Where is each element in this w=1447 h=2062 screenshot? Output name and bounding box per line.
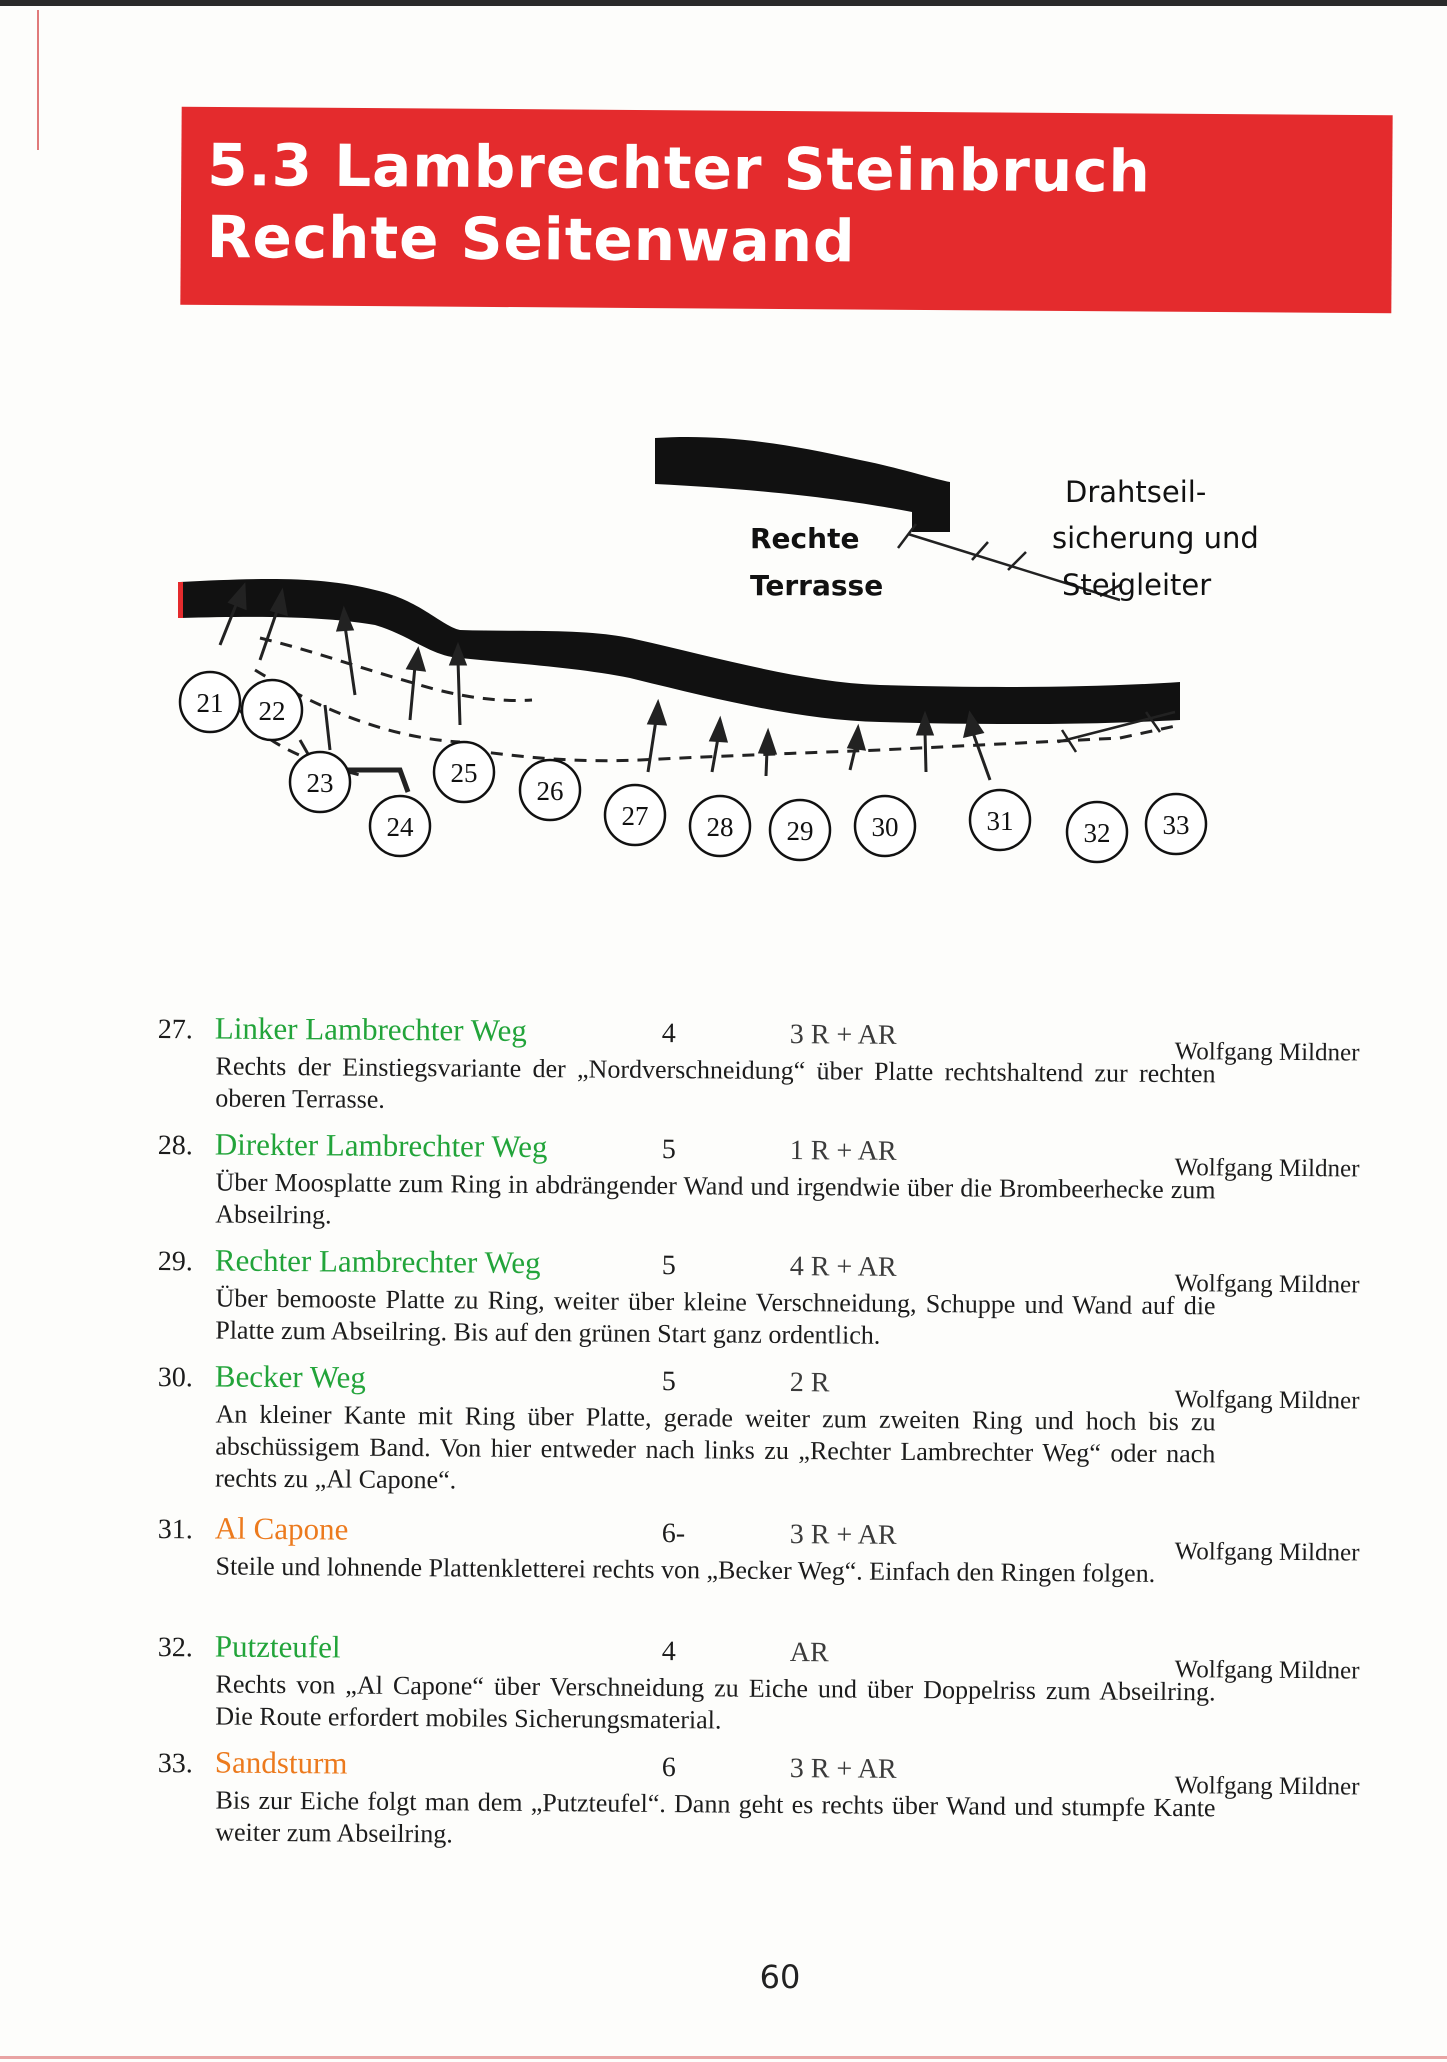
route-grade: 5 [661, 1366, 676, 1398]
route-author: Wolfgang Mildner [1174, 1538, 1360, 1567]
svg-text:24: 24 [386, 812, 414, 842]
terrace-label-line-1: Rechte [750, 522, 860, 555]
svg-text:25: 25 [450, 758, 478, 788]
route-grade: 4 [661, 1636, 676, 1668]
svg-text:28: 28 [706, 812, 734, 842]
route-grade: 4 [661, 1018, 676, 1050]
route-author: Wolfgang Mildner [1174, 1154, 1360, 1183]
route-bolts: 3 R + AR [789, 1019, 897, 1051]
route-grade: 5 [661, 1250, 676, 1282]
route-number: 33. [157, 1748, 193, 1780]
route-marker-32 [1067, 802, 1127, 862]
route-name: Sandsturm [214, 1744, 348, 1781]
route-entry [149, 1242, 1400, 1356]
route-number: 29. [157, 1246, 193, 1278]
route-marker-24 [370, 796, 430, 856]
route-bolts: 3 R + AR [789, 1519, 897, 1551]
svg-text:32: 32 [1083, 818, 1111, 848]
route-marker-22 [242, 680, 302, 740]
topo-diagram [160, 420, 1360, 900]
route-bolts: 1 R + AR [789, 1135, 897, 1167]
route-grade: 6- [661, 1518, 686, 1550]
route-name: Al Capone [214, 1510, 349, 1547]
chapter-title-line-1: 5.3 Lambrechter Steinbruch [207, 130, 1152, 206]
route-description: Rechts der Einstiegsvariante der „Nordverschneidung“ über Platte rechtshaltend zur rechten oberen Terrasse. [215, 1051, 1216, 1114]
route-name: Linker Lambrechter Weg [214, 1010, 527, 1048]
route-description: Rechts von „Al Capone“ über Verschneidung zu Eiche und über Doppelriss zum Abseilring. Die Route erfordert mobiles Sicherungsmaterial. [215, 1669, 1216, 1735]
svg-text:23: 23 [306, 768, 334, 798]
route-grade: 5 [661, 1134, 676, 1166]
route-entry [149, 1744, 1400, 1858]
route-marker-29 [770, 800, 830, 860]
route-number: 31. [157, 1514, 193, 1546]
page-number: 60 [759, 1958, 801, 1996]
route-description: Über Moosplatte zum Ring in abdrängender Wand und irgendwie über die Brombeerhecke zum Abseilring. [215, 1167, 1216, 1230]
route-description: Bis zur Eiche folgt man dem „Putzteufel“. Dann geht es rechts über Wand und stumpfe Kante weiter zum Abseilring. [215, 1785, 1216, 1849]
cable-label-line-2: sicherung und [1052, 521, 1259, 555]
route-author: Wolfgang Mildner [1174, 1772, 1360, 1801]
route-number: 30. [157, 1362, 193, 1394]
route-name: Becker Weg [214, 1358, 367, 1395]
route-marker-30 [855, 796, 915, 856]
svg-text:33: 33 [1162, 810, 1190, 840]
route-author: Wolfgang Mildner [1174, 1386, 1360, 1415]
top-border-line [0, 0, 1447, 6]
chapter-title-line-2: Rechte Seitenwand [206, 202, 856, 276]
route-author: Wolfgang Mildner [1174, 1656, 1360, 1685]
bottom-border-line [0, 2056, 1447, 2059]
margin-mark [37, 10, 39, 150]
svg-text:29: 29 [786, 816, 814, 846]
route-number: 32. [157, 1632, 193, 1664]
svg-text:22: 22 [258, 696, 286, 726]
svg-text:31: 31 [986, 806, 1014, 836]
terrace-label-line-2: Terrasse [750, 569, 884, 602]
route-marker-28 [690, 796, 750, 856]
route-marker-23 [290, 752, 350, 812]
route-marker-26 [520, 760, 580, 820]
cliff-edge [180, 579, 1180, 724]
route-marker-31 [970, 790, 1030, 850]
terrace-ledge [655, 437, 950, 532]
svg-text:26: 26 [536, 776, 564, 806]
route-description: Über bemooste Platte zu Ring, weiter über kleine Verschneidung, Schuppe und Wand auf die Platte zum Abseilring. Bis auf den grünen Start ganz ordentlich. [215, 1283, 1216, 1350]
wall-start-marker [178, 582, 183, 618]
route-author: Wolfgang Mildner [1174, 1038, 1360, 1067]
route-author: Wolfgang Mildner [1174, 1270, 1360, 1299]
route-name: Putzteufel [214, 1628, 341, 1665]
route-marker-21 [180, 672, 240, 732]
chapter-title-banner [180, 107, 1392, 313]
route-entry [149, 1510, 1400, 1592]
route-bolts: 4 R + AR [789, 1251, 897, 1283]
route-entry [149, 1358, 1400, 1504]
route-description: An kleiner Kante mit Ring über Platte, gerade weiter zum zweiten Ring und hoch bis zu abschüssigem Band. Von hier entweder nach links zu „Rechter Lambrechter Weg“ oder nach rechts zu „Al Capone“. [214, 1399, 1216, 1495]
route-grade: 6 [661, 1752, 676, 1784]
cable-label-line-3: Steigleiter [1062, 568, 1212, 602]
route-entry [149, 1126, 1400, 1240]
cable-label-line-1: Drahtseil- [1065, 475, 1207, 509]
route-number: 28. [157, 1130, 193, 1162]
svg-text:27: 27 [621, 801, 649, 831]
route-description: Steile und lohnende Plattenkletterei rechts von „Becker Weg“. Einfach den Ringen folgen. [215, 1551, 1156, 1588]
route-number: 27. [157, 1014, 193, 1046]
route-entry [149, 1628, 1400, 1742]
route-name: Direkter Lambrechter Weg [214, 1126, 548, 1165]
route-bolts: AR [789, 1637, 829, 1669]
route-marker-33 [1146, 794, 1206, 854]
route-bolts: 2 R [789, 1367, 830, 1399]
svg-text:21: 21 [196, 688, 224, 718]
route-bolts: 3 R + AR [789, 1753, 897, 1785]
route-entry [149, 1010, 1400, 1124]
svg-text:30: 30 [871, 812, 899, 842]
route-name: Rechter Lambrechter Weg [214, 1242, 541, 1281]
route-marker-25 [434, 742, 494, 802]
route-marker-27 [605, 785, 665, 845]
